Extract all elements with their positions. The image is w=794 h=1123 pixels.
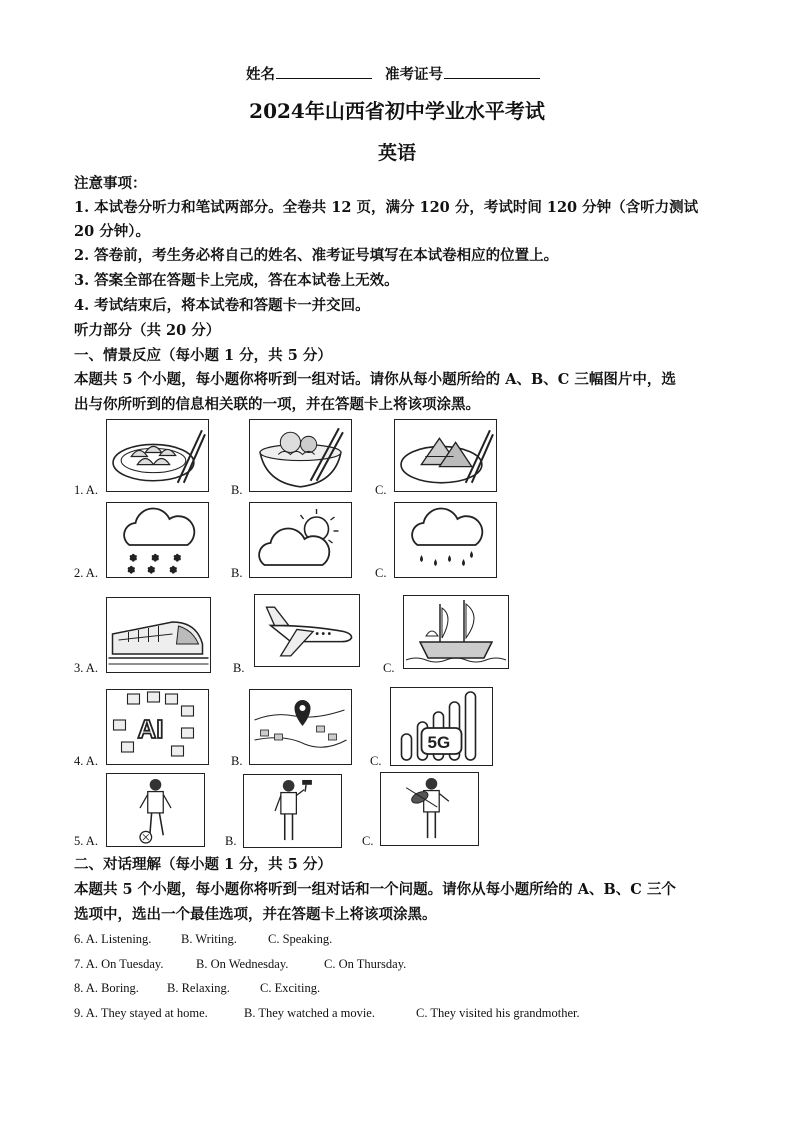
5g-signal-image[interactable] xyxy=(390,687,493,766)
ai-text: AI xyxy=(137,714,164,744)
option-label: C. xyxy=(375,566,387,580)
part2-heading: 二、对话理解（每小题 1 分，共 5 分） xyxy=(74,856,332,873)
option-label: B. xyxy=(231,754,243,768)
question-row xyxy=(74,957,406,972)
sailing-ship-image[interactable] xyxy=(403,595,509,669)
part2-instruction: 本题共 5 个小题，每小题你将听到一组对话和一个问题。请你从每小题所给的 A、B、C 三个 xyxy=(74,881,676,898)
notice-item: 4. 考试结束后，将本试卷和答题卡一并交回。 xyxy=(74,297,370,314)
boy-football-image[interactable] xyxy=(106,773,205,847)
id-label: 准考证号 xyxy=(385,66,444,83)
svg-text:❄: ❄ xyxy=(169,566,178,576)
rain-cloud-image[interactable] xyxy=(394,502,497,578)
notice-item: 3. 答案全部在答题卡上完成，答在本试卷上无效。 xyxy=(74,272,399,289)
question-label: 4. A. xyxy=(74,754,98,768)
map-location-image[interactable] xyxy=(249,689,352,765)
id-blank[interactable] xyxy=(444,66,540,79)
question-row xyxy=(74,932,332,947)
dumplings-image[interactable] xyxy=(106,419,209,492)
exam-title: 2024年山西省初中学业水平考试 xyxy=(249,99,545,123)
zongzi-image[interactable] xyxy=(394,419,497,492)
name-blank[interactable] xyxy=(276,66,372,79)
subject-title: 英语 xyxy=(377,142,416,164)
sun-cloud-image[interactable] xyxy=(249,502,352,578)
part1-instruction: 出与你所听到的信息相关联的一项，并在答题卡上将该项涂黑。 xyxy=(74,396,480,413)
option-label: B. xyxy=(225,834,237,848)
question-label: 1. A. xyxy=(74,483,98,497)
boy-hammer-image[interactable] xyxy=(243,774,342,848)
option-label: B. xyxy=(231,566,243,580)
option-label: B. xyxy=(233,661,245,675)
question-label: 5. A. xyxy=(74,834,98,848)
option-label: C. xyxy=(383,661,395,675)
noodles-image[interactable] xyxy=(249,419,352,492)
notice-item: 20 分钟）。 xyxy=(74,223,150,240)
option-b[interactable]: B. They watched a movie. xyxy=(244,1006,375,1020)
option-label: C. xyxy=(362,834,374,848)
option-c[interactable]: C. They visited his grandmother. xyxy=(416,1006,580,1020)
question-label: 3. A. xyxy=(74,661,98,675)
option-c[interactable]: C. Speaking. xyxy=(268,932,333,946)
svg-text:❄: ❄ xyxy=(173,554,182,564)
option-c[interactable]: C. On Thursday. xyxy=(324,957,407,971)
option-label: B. xyxy=(231,483,243,497)
svg-text:❄: ❄ xyxy=(151,554,160,564)
option-b[interactable]: B. Writing. xyxy=(181,932,237,946)
option-a[interactable]: 7. A. On Tuesday. xyxy=(74,957,164,971)
option-c[interactable]: C. Exciting. xyxy=(260,981,321,995)
part2-instruction: 选项中，选出一个最佳选项，并在答题卡上将该项涂黑。 xyxy=(74,906,437,923)
option-a[interactable]: 8. A. Boring. xyxy=(74,981,139,995)
svg-text:❄: ❄ xyxy=(129,554,138,564)
option-b[interactable]: B. On Wednesday. xyxy=(196,957,289,971)
question-row xyxy=(74,981,320,996)
boy-violin-image[interactable] xyxy=(380,772,479,846)
notice-item: 1. 本试卷分听力和笔试两部分。全卷共 12 页，满分 120 分，考试时间 120 分钟（含听力测试 xyxy=(74,199,699,216)
question-row xyxy=(74,1006,580,1021)
name-label: 姓名 xyxy=(245,66,275,83)
option-label: C. xyxy=(375,483,387,497)
notice-item: 2. 答卷前，考生务必将自己的姓名、准考证号填写在本试卷相应的位置上。 xyxy=(74,247,559,264)
part1-heading: 一、情景反应（每小题 1 分，共 5 分） xyxy=(74,347,332,364)
candidate-info-line xyxy=(0,63,794,84)
ai-icons-image[interactable] xyxy=(106,689,209,765)
option-label: C. xyxy=(370,754,382,768)
notice-heading: 注意事项： xyxy=(74,175,147,192)
option-a[interactable]: 6. A. Listening. xyxy=(74,932,152,946)
question-label: 2. A. xyxy=(74,566,98,580)
option-b[interactable]: B. Relaxing. xyxy=(167,981,230,995)
svg-text:❄: ❄ xyxy=(127,566,136,576)
high-speed-train-image[interactable] xyxy=(106,597,211,673)
5g-text: 5G xyxy=(427,733,451,752)
option-a[interactable]: 9. A. They stayed at home. xyxy=(74,1006,208,1020)
listening-heading: 听力部分（共 20 分） xyxy=(74,322,221,339)
snow-cloud-image[interactable] xyxy=(106,502,209,578)
part1-instruction: 本题共 5 个小题，每小题你将听到一组对话。请你从每小题所给的 A、B、C 三幅图片中，选 xyxy=(74,371,676,388)
svg-text:❄: ❄ xyxy=(147,566,156,576)
airplane-image[interactable] xyxy=(254,594,360,667)
